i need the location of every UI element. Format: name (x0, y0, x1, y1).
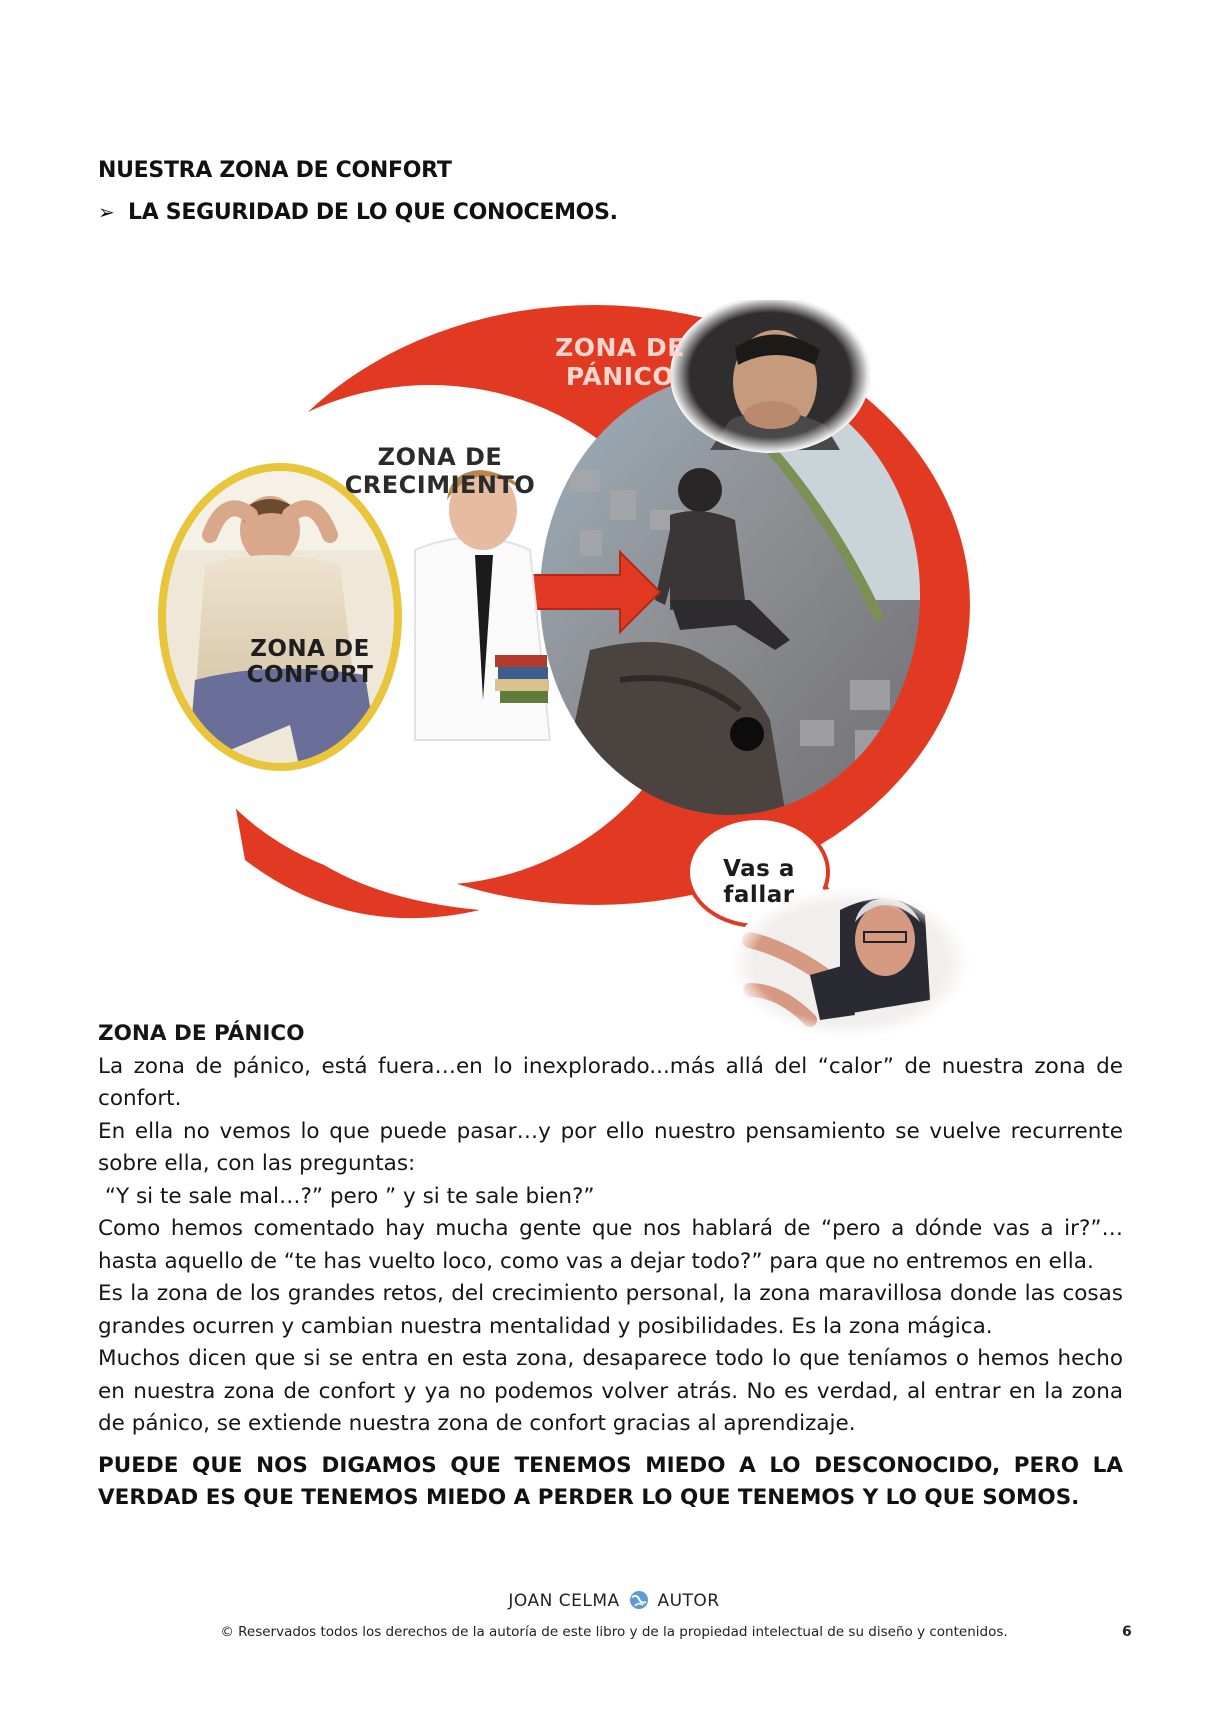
section-content (98, 1018, 1123, 1441)
paragraph: “Y si te sale mal…?” pero ” y si te sale bien?” (98, 1183, 595, 1209)
arrow-bullet-icon: ➢ (98, 200, 115, 224)
closing-statement: PUEDE QUE NOS DIGAMOS QUE TENEMOS MIEDO A LO DESCONOCIDO, PERO LA VERDAD ES QUE TENEMOS MIEDO A PERDER LO QUE TENEMOS Y LO QUE SOMOS. (98, 1453, 1123, 1510)
speech-bubble-text: Vas a fallar (723, 856, 795, 909)
page-title: NUESTRA ZONA DE CONFORT (98, 158, 452, 183)
section-heading: ZONA DE PÁNICO (98, 1021, 305, 1046)
subtitle (98, 200, 618, 225)
paragraph: Como hemos comentado hay mucha gente que nos hablará de “pero a dónde vas a ir?”…hasta aquello de “te has vuelto loco, como vas a dejar todo?” para que no entremos en ella. (98, 1216, 1123, 1274)
older-man-photo (730, 888, 970, 1038)
footer-brand (0, 1590, 1228, 1611)
paragraph: Muchos dicen que si se entra en esta zona, desaparece todo lo que teníamos o hemos hecho en nuestra zona de confort y ya no podemos volver atrás. No es verdad, al entrar en la zona de pánico, se extiende nuestra zona de confort gracias al aprendizaje. (98, 1346, 1123, 1436)
subtitle-text: LA SEGURIDAD DE LO QUE CONOCEMOS. (128, 200, 618, 225)
paragraph: Es la zona de los grandes retos, del crecimiento personal, la zona maravillosa donde las cosas grandes ocurren y cambian nuestra mentalidad y posibilidades. Es la zona mágica. (98, 1281, 1123, 1339)
paragraph: En ella no vemos lo que puede pasar…y por ello nuestro pensamiento se vuelve recurrente sobre ella, con las preguntas: (98, 1118, 1123, 1176)
paragraph: La zona de pánico, está fuera…en lo inexplorado...más allá del “calor” de nuestra zona de confort. (98, 1053, 1123, 1111)
dark-spot (730, 717, 764, 751)
comfort-zone-diagram (150, 300, 1080, 1050)
copyright-notice: © Reservados todos los derechos de la autoría de este libro y de la propiedad intelectual de su diseño y contenidos. (220, 1624, 1008, 1640)
page-number: 6 (1122, 1624, 1132, 1640)
comfort-zone-label: ZONA DE CONFORT (246, 636, 374, 689)
panic-zone-label: ZONA DE PÁNICO (555, 333, 685, 391)
brand-role: AUTOR (657, 1591, 720, 1611)
growth-zone-label: ZONA DE CRECIMIENTO (344, 443, 536, 499)
globe-logo-icon (629, 1590, 649, 1610)
brand-name: JOAN CELMA (508, 1591, 620, 1611)
